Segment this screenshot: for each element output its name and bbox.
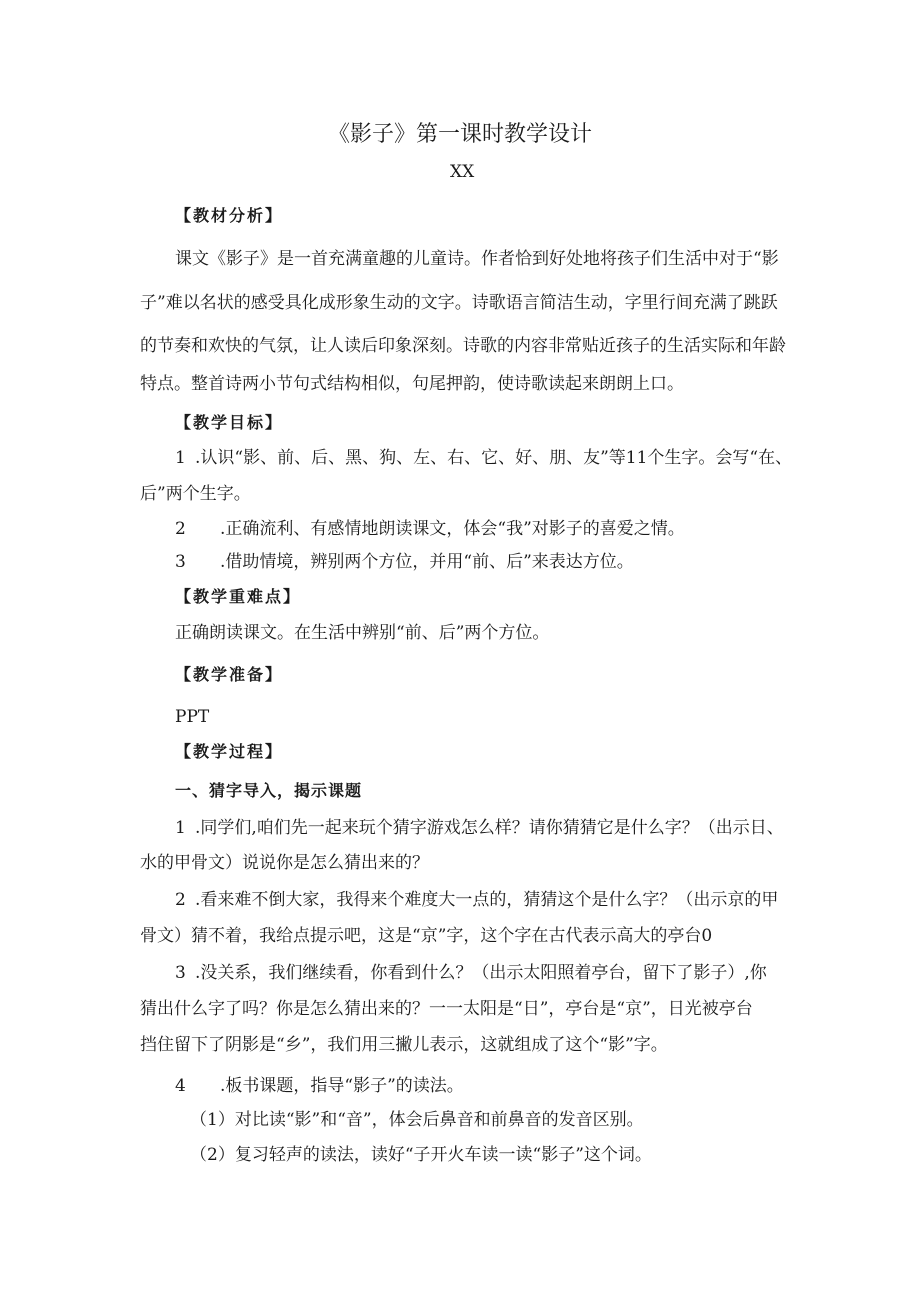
process-heading: 【教学过程】	[175, 742, 284, 761]
process-part-1: 一、猜字导入，揭示课题	[175, 781, 363, 800]
process-step-3-continued: 猜出什么字了吗？你是怎么猜出来的？一一太阳是“日”，亭台是“京”，日光被亭台	[140, 999, 753, 1019]
goal-item-3	[175, 551, 634, 573]
process-step-1-continued: 水的甲骨文）说说你是怎么猜出来的？	[140, 853, 429, 873]
goals-heading: 【教学目标】	[175, 413, 284, 432]
goal-number: 2	[175, 519, 186, 539]
analysis-line: 的节奏和欢快的气氛，让人读后印象深刻。诗歌的内容非常贴近孩子的生活实际和年龄	[140, 336, 786, 356]
process-step-2-continued: 骨文）猜不着，我给点提示吧，这是“京”字，这个字在古代表示高大的亭台0	[140, 926, 713, 946]
process-substep-1: （1）对比读“影”和“音”，体会后鼻音和前鼻音的发音区别。	[190, 1110, 644, 1130]
process-step-4	[175, 1075, 464, 1097]
step-number: 4	[175, 1076, 186, 1096]
analysis-heading: 【教材分析】	[175, 206, 284, 225]
step-text: .同学们,咱们先一起来玩个猜字游戏怎么样？请你猜猜它是什么字？（出示日、	[195, 818, 784, 838]
process-step-3	[175, 962, 767, 984]
goal-number: 3	[175, 552, 186, 572]
goal-item-1	[175, 447, 792, 469]
prep-heading: 【教学准备】	[175, 665, 284, 684]
goal-text: .借助情境，辨别两个方位，并用“前、后”来表达方位。	[220, 552, 634, 572]
keypoints-heading: 【教学重难点】	[175, 587, 302, 606]
prep-text: PPT	[175, 707, 210, 727]
goal-text: .认识“影、前、后、黑、狗、左、右、它、好、朋、友”等11个生字。会写“在、	[195, 448, 793, 468]
analysis-line: 特点。整首诗两小节句式结构相似，句尾押韵，使诗歌读起来朗朗上口。	[140, 374, 684, 394]
goal-item-2	[175, 518, 685, 540]
step-text: .看来难不倒大家，我得来个难度大一点的，猜猜这个是什么字？（出示京的甲	[195, 890, 779, 910]
goal-item-1-continued: 后”两个生字。	[140, 484, 251, 504]
document-author: XX	[450, 162, 475, 182]
process-step-2	[175, 889, 778, 911]
goal-text: .正确流利、有感情地朗读课文，体会“我”对影子的喜爱之情。	[220, 519, 685, 539]
process-step-1	[175, 817, 784, 839]
keypoints-text: 正确朗读课文。在生活中辨别“前、后”两个方位。	[175, 623, 550, 643]
document-title: 《影子》第一课时教学设计	[328, 122, 593, 147]
step-text: .没关系，我们继续看，你看到什么？（出示太阳照着亭台，留下了影子）,你	[195, 963, 767, 983]
step-text: .板书课题，指导“影子”的读法。	[220, 1076, 464, 1096]
process-substep-2: （2）复习轻声的读法，读好“子开火车读一读“影子”这个词。	[190, 1145, 652, 1165]
analysis-line: 课文《影子》是一首充满童趣的儿童诗。作者恰到好处地将孩子们生活中对于“影	[175, 249, 779, 269]
step-number: 1	[175, 818, 186, 838]
goal-number: 1	[175, 448, 186, 468]
step-number: 3	[175, 963, 186, 983]
process-step-3-continued: 挡住留下了阴影是“乡”，我们用三撇儿表示，这就组成了这个“影”字。	[140, 1035, 668, 1055]
analysis-line: 子”难以名状的感受具化成形象生动的文字。诗歌语言简洁生动，字里行间充满了跳跃	[140, 293, 778, 313]
step-number: 2	[175, 890, 186, 910]
